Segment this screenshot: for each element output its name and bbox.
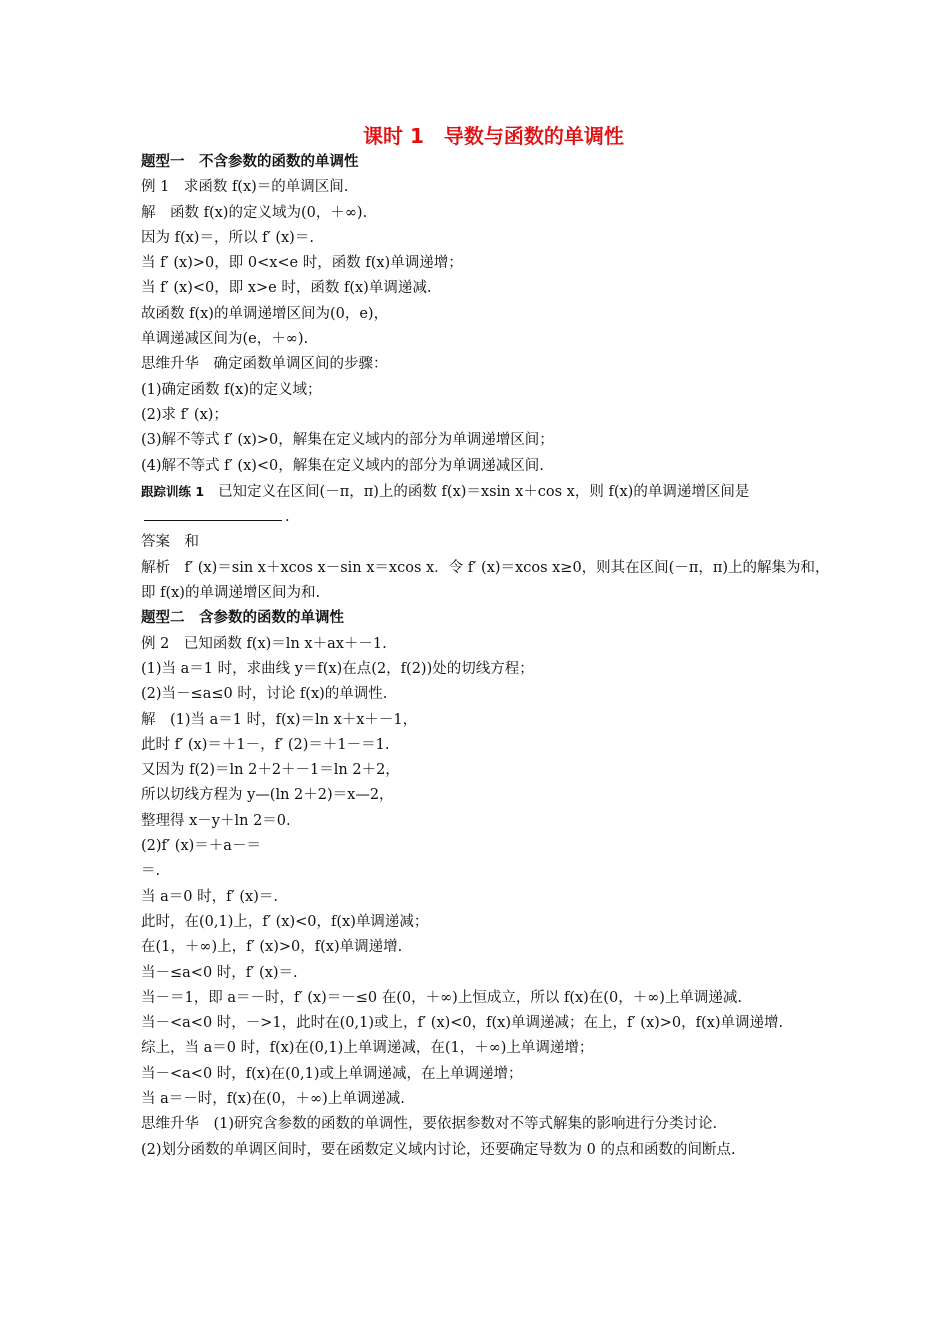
text-line: (2)f′ (x)＝＋a－＝	[141, 838, 261, 855]
text-line: (1)当 a＝1 时，求曲线 y＝f(x)在点(2，f(2))处的切线方程；	[141, 660, 534, 677]
text-line: 当 f′ (x)>0，即 0<x<e 时，函数 f(x)单调递增；	[141, 255, 463, 272]
practice-end: .	[285, 509, 290, 526]
text-line: ＝.	[141, 863, 161, 880]
text-line: 当－<a<0 时，－>1，此时在(0,1)或上，f′ (x)<0，f(x)单调递减；在上，f′ (x)>0，f(x)单调递增.	[141, 1015, 784, 1032]
answer-blank	[144, 508, 282, 521]
text-line: 解 函数 f(x)的定义域为(0，＋∞).	[141, 204, 368, 221]
text-line: 例 2 已知函数 f(x)＝ln x＋ax＋－1.	[141, 635, 387, 652]
document-body	[141, 150, 831, 1163]
document-page	[141, 122, 831, 1163]
text-line: (1)确定函数 f(x)的定义域；	[141, 381, 322, 398]
text-line: 当－≤a<0 时，f′ (x)＝.	[141, 964, 298, 981]
text-line: (2)求 f′ (x)；	[141, 406, 228, 423]
section-heading: 题型二 含参数的函数的单调性	[141, 610, 344, 627]
practice-tag: 跟踪训练 1	[141, 483, 205, 499]
text-line: 答案 和	[141, 534, 199, 551]
text-line: 此时 f′ (x)＝＋1－，f′ (2)＝＋1－＝1.	[141, 736, 390, 753]
text-line: 解 (1)当 a＝1 时，f(x)＝ln x＋x＋－1，	[141, 711, 418, 728]
text-line: 故函数 f(x)的单调递增区间为(0，e)，	[141, 305, 389, 322]
text-line: (3)解不等式 f′ (x)>0，解集在定义域内的部分为单调递增区间；	[141, 432, 554, 449]
text-line: 综上，当 a＝0 时，f(x)在(0,1)上单调递减，在(1，＋∞)上单调递增；	[141, 1040, 594, 1057]
text-line: 所以切线方程为 y—(ln 2＋2)＝x—2，	[141, 787, 394, 804]
practice-question	[141, 479, 831, 531]
text-line: 在(1，＋∞)上，f′ (x)>0，f(x)单调递增.	[141, 939, 403, 956]
text-line: (4)解不等式 f′ (x)<0，解集在定义域内的部分为单调递减区间.	[141, 457, 544, 474]
text-line: 思维升华 确定函数单调区间的步骤：	[141, 356, 388, 373]
text-line: 因为 f(x)＝，所以 f′ (x)＝.	[141, 229, 314, 246]
text-line: 当－<a<0 时，f(x)在(0,1)或上单调递减，在上单调递增；	[141, 1065, 523, 1082]
text-line: 当 a＝0 时，f′ (x)＝.	[141, 888, 278, 905]
text-line: 整理得 x－y＋ln 2＝0.	[141, 812, 291, 829]
section-heading: 题型一 不含参数的函数的单调性	[141, 154, 359, 170]
page-title: 课时 1 导数与函数的单调性	[363, 124, 624, 148]
text-line: 此时，在(0,1)上，f′ (x)<0，f(x)单调递减；	[141, 913, 429, 930]
text-line: 当 f′ (x)<0，即 x>e 时，函数 f(x)单调递减.	[141, 280, 432, 297]
text-line: (2)划分函数的单调区间时，要在函数定义域内讨论，还要确定导数为 0 的点和函数的间断点.	[141, 1141, 736, 1158]
text-line: 当－＝1，即 a＝－时，f′ (x)＝－≤0 在(0，＋∞)上恒成立，所以 f(x)在(0，＋∞)上单调递减.	[141, 989, 743, 1006]
practice-text: 已知定义在区间(－π，π)上的函数 f(x)＝xsin x＋cos x，则 f(x)的单调递增区间是	[218, 483, 750, 500]
text-line: 思维升华 (1)研究含参数的函数的单调性，要依据参数对不等式解集的影响进行分类讨论.	[141, 1116, 718, 1133]
text-line: (2)当－≤a≤0 时，讨论 f(x)的单调性.	[141, 686, 388, 703]
text-line: 当 a＝－时，f(x)在(0，＋∞)上单调递减.	[141, 1090, 405, 1107]
text-line: 例 1 求函数 f(x)＝的单调区间.	[141, 179, 349, 196]
text-line: 单调递减区间为(e，＋∞).	[141, 331, 309, 348]
text-line: 又因为 f(2)＝ln 2＋2＋－1＝ln 2＋2，	[141, 762, 400, 779]
text-line: 解析 f′ (x)＝sin x＋xcos x－sin x＝xcos x．令 f′ (x)＝xcos x≥0，则其在区间(－π，π)上的解集为和，即 f(x)的单调递增区间为和.	[141, 559, 830, 602]
